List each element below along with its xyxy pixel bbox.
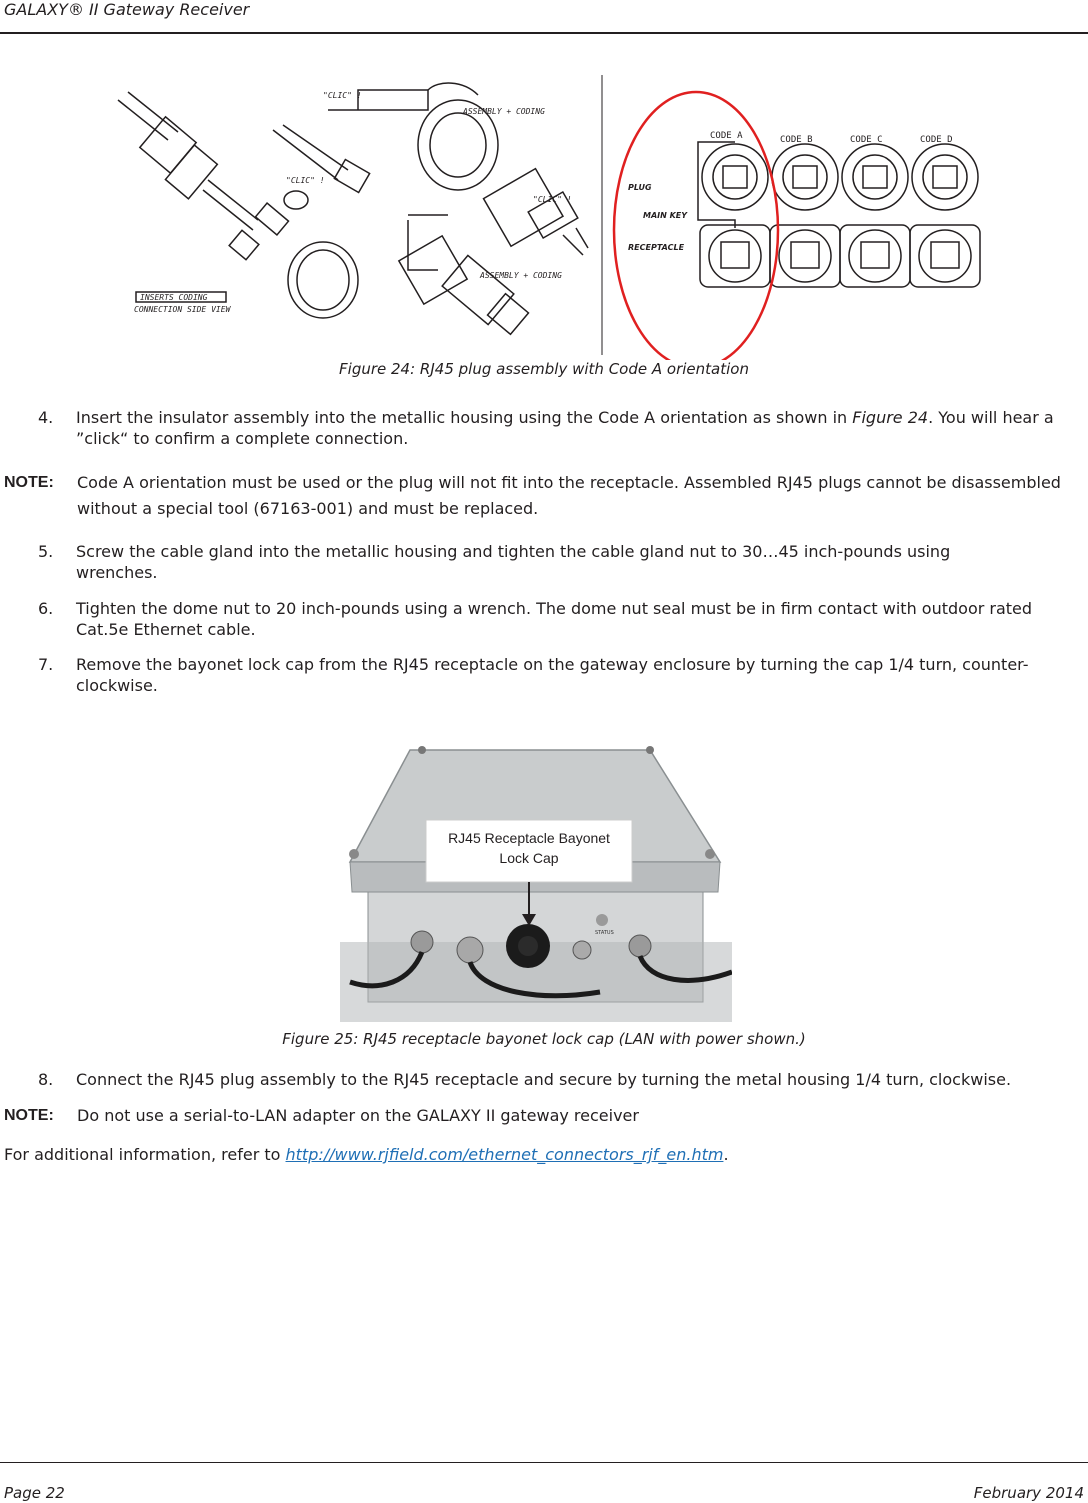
- step-text: Insert the insulator assembly into the metallic housing using the Code A orientation as shown in Figure 24. You will hear a ”click“ to confirm a complete connection.: [76, 408, 1054, 448]
- rjfield-link[interactable]: http://www.rjfield.com/ethernet_connectors_rjf_en.htm: [285, 1145, 724, 1164]
- step-number: 4.: [38, 408, 54, 427]
- step-text: Remove the bayonet lock cap from the RJ45 receptacle on the gateway enclosure by turning the cap 1/4 turn, counter-clockwise.: [76, 655, 1029, 695]
- footer-date: February 2014: [973, 1484, 1084, 1502]
- note-text: Do not use a serial-to-LAN adapter on the GALAXY II gateway receiver: [77, 1106, 639, 1125]
- step-text: Connect the RJ45 plug assembly to the RJ45 receptacle and secure by turning the metal housing 1/4 turn, clockwise.: [76, 1070, 1012, 1089]
- label-code-c: CODE C: [850, 135, 883, 145]
- status-label: STATUS: [595, 930, 614, 936]
- step-number: 5.: [38, 542, 54, 561]
- note-text: Code A orientation must be used or the plug will not fit into the receptacle. Assembled RJ45 plugs cannot be disassembled without a special tool (67163-001) and must be replaced.: [77, 473, 1061, 518]
- label-assembly-coding-top: ASSEMBLY + CODING: [463, 107, 545, 116]
- figure-24-drawing: [108, 70, 988, 360]
- footer-page-number: Page 22: [4, 1484, 65, 1502]
- code-a-highlight-circle: [614, 92, 778, 360]
- label-code-b: CODE B: [780, 135, 813, 145]
- figure-25-photo: [340, 742, 732, 1022]
- figure-25-caption: Figure 25: RJ45 receptacle bayonet lock cap (LAN with power shown.): [282, 1030, 806, 1048]
- step-text: Screw the cable gland into the metallic housing and tighten the cable gland nut to 30…45 inch-pounds using wrenches.: [76, 542, 951, 582]
- step-number: 6.: [38, 599, 54, 618]
- figure-24-caption: Figure 24: RJ45 plug assembly with Code A orientation: [339, 360, 749, 378]
- label-assembly-coding-bottom: ASSEMBLY + CODING: [480, 271, 562, 280]
- label-plug: PLUG: [628, 183, 652, 192]
- note-2: [4, 1103, 1084, 1129]
- header-rule: [0, 32, 1088, 34]
- callout-line-2: Lock Cap: [499, 850, 559, 866]
- step-number: 8.: [38, 1070, 54, 1089]
- label-clic-mid: "CLIC" !: [286, 176, 325, 185]
- footer-rule: [0, 1462, 1088, 1463]
- additional-info: [4, 1144, 729, 1165]
- note-label: NOTE:: [4, 1107, 54, 1124]
- label-code-a: CODE A: [710, 131, 743, 141]
- label-code-d: CODE D: [920, 135, 953, 145]
- figure-ref: Figure 24: [852, 408, 929, 427]
- label-clic-top: "CLIC" !: [323, 91, 362, 100]
- additional-prefix: For additional information, refer to: [4, 1145, 286, 1164]
- callout-line-1: RJ45 Receptacle Bayonet: [448, 830, 610, 846]
- step-text: Tighten the dome nut to 20 inch-pounds using a wrench. The dome nut seal must be in firm contact with outdoor rated Cat.5e Ethernet cable.: [76, 599, 1033, 639]
- page-header-title: GALAXY® II Gateway Receiver: [4, 0, 250, 19]
- step-number: 7.: [38, 655, 54, 674]
- step-8: [38, 1069, 1078, 1091]
- additional-suffix: .: [723, 1145, 729, 1164]
- note-1: [4, 470, 1084, 524]
- label-receptacle: RECEPTACLE: [628, 243, 685, 252]
- note-label: NOTE:: [4, 474, 54, 491]
- step-7: [38, 654, 1078, 698]
- label-clic-right: "CLIC" !: [533, 195, 572, 204]
- step-6: [38, 598, 1078, 642]
- label-connection-side-view: CONNECTION SIDE VIEW: [134, 305, 231, 314]
- label-main-key: MAIN KEY: [643, 211, 688, 220]
- label-inserts-coding: INSERTS CODING: [140, 293, 208, 302]
- step-5: [38, 541, 1078, 585]
- step-4: [38, 407, 1078, 451]
